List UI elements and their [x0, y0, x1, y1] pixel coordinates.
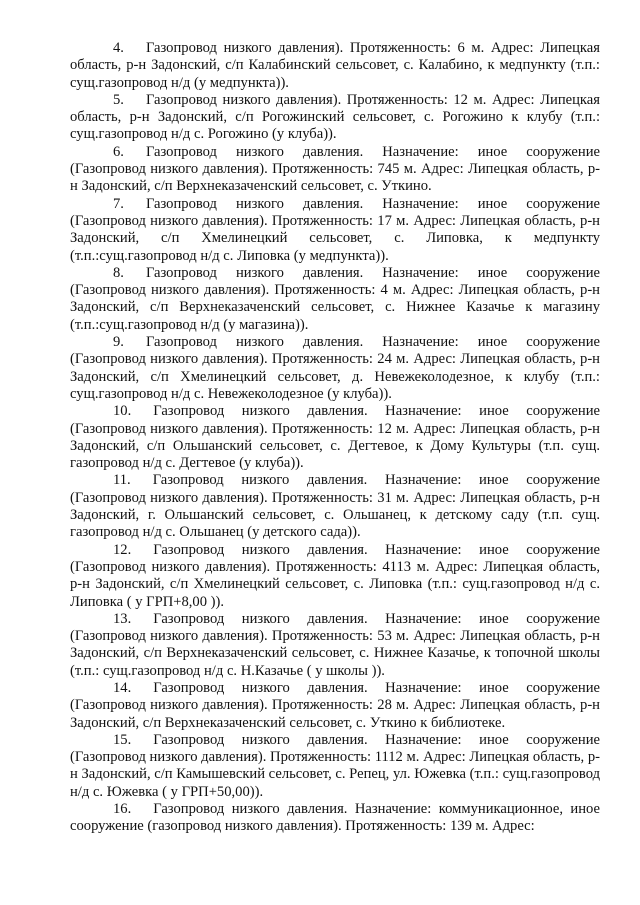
item-number: 8. [113, 264, 124, 281]
list-item [70, 611, 600, 680]
item-number: 6. [113, 143, 124, 160]
list-item [70, 92, 600, 144]
item-text: Газопровод низкого давления. Назначение: иное сооружение (Газопровод низкого давления). Протяженность: 12 м. Адрес: Липецкая область, р-н Задонский, с/п Ольшанский сельсовет, с. Дегтевое, к Дому Культуры (т.п. сущ. газопровод н/д с. Дегтевое (у клуба)). [70, 403, 600, 472]
list-item [70, 334, 600, 403]
item-text: Газопровод низкого давления. Назначение: иное сооружение (Газопровод низкого давления). Протяженность: 28 м. Адрес: Липецкая область, р-н Задонский, с/п Верхнеказаченский сельсовет, с. Уткино к библиотеке. [70, 679, 600, 731]
item-number: 10. [113, 403, 132, 420]
item-text: Газопровод низкого давления. Назначение: иное сооружение (Газопровод низкого давления). Протяженность: 745 м. Адрес: Липецкая область, р-н Задонский, с/п Верхнеказаченский сельсовет, с. Уткино. [70, 143, 600, 195]
document-page [70, 40, 600, 836]
item-number: 14. [113, 679, 132, 696]
list-item [70, 265, 600, 334]
item-number: 5. [113, 91, 124, 108]
item-number: 12. [113, 541, 132, 558]
item-number: 15. [113, 731, 132, 748]
item-text: Газопровод низкого давления. Назначение: коммуникационное, иное сооружение (газопровод низкого давления). Протяженность: 139 м. Адрес: [70, 801, 600, 835]
list-item [70, 680, 600, 732]
list-item [70, 196, 600, 265]
list-item [70, 40, 600, 92]
item-text: Газопровод низкого давления). Протяженность: 6 м. Адрес: Липецкая область, р-н Задонский, с/п Калабинский сельсовет, с. Калабино, к медпункту (т.п.: сущ.газопровод н/д (у медпункта)). [70, 40, 600, 91]
item-number: 11. [113, 472, 131, 489]
item-text: Газопровод низкого давления). Протяженность: 12 м. Адрес: Липецкая область, р-н Задонский, с/п Рогожинский сельсовет, с. Рогожино к клубу (т.п.: сущ.газопровод н/д с. Рогожино (у клуба)). [70, 91, 600, 143]
list-item [70, 144, 600, 196]
item-number: 16. [113, 801, 132, 818]
list-item [70, 472, 600, 541]
item-text: Газопровод низкого давления. Назначение: иное сооружение (Газопровод низкого давления). Протяженность: 53 м. Адрес: Липецкая область, р-н Задонский, с/п Верхнеказаченский сельсовет, с. Нижнее Казачье, к топочной школы (т.п.: сущ.газопровод н/д с. Н.Казачье ( у школы )). [70, 610, 600, 679]
item-number: 4. [113, 40, 124, 56]
item-number: 9. [113, 334, 124, 351]
item-text: Газопровод низкого давления. Назначение: иное сооружение (Газопровод низкого давления). Протяженность: 17 м. Адрес: Липецкая область, р-н Задонский, с/п Хмелинецкий сельсовет, с. Липовка, к медпункту (т.п.:сущ.газопровод н/д с. Липовка (у медпункта)). [70, 195, 600, 264]
item-text: Газопровод низкого давления. Назначение: иное сооружение (Газопровод низкого давления). Протяженность: 4 м. Адрес: Липецкая область, р-н Задонский, с/п Верхнеказаченский сельсовет, с. Нижнее Казачье к магазину (т.п.:сущ.газопровод н/д (у магазина)). [70, 264, 600, 333]
item-text: Газопровод низкого давления. Назначение: иное сооружение (Газопровод низкого давления). Протяженность: 31 м. Адрес: Липецкая область, р-н Задонский, г. Ольшанский сельсовет, с. Ольшанец, к детскому саду (т.п. сущ. газопровод н/д с. Ольшанец (у детского сада)). [70, 472, 600, 541]
list-item [70, 801, 600, 836]
list-item [70, 403, 600, 472]
item-text: Газопровод низкого давления. Назначение: иное сооружение (Газопровод низкого давления). Протяженность: 1112 м. Адрес: Липецкая область, р-н Задонский, с/п Камышевский сельсовет, с. Репец, ул. Южевка (т.п.: сущ.газопровод н/д с. Южевка ( у ГРП+50,00)). [70, 731, 600, 800]
item-number: 7. [113, 195, 124, 212]
item-number: 13. [113, 610, 132, 627]
list-item [70, 732, 600, 801]
item-text: Газопровод низкого давления. Назначение: иное сооружение (Газопровод низкого давления). Протяженность: 4113 м. Адрес: Липецкая область, р-н Задонский, с/п Хмелинецкий сельсовет, с. Липовка (т.п.: сущ.газопровод н/д с. Липовка ( у ГРП+8,00 )). [70, 541, 600, 610]
list-item [70, 542, 600, 611]
item-text: Газопровод низкого давления. Назначение: иное сооружение (Газопровод низкого давления). Протяженность: 24 м. Адрес: Липецкая область, р-н Задонский, с/п Хмелинецкий сельсовет, д. Невежеколодезное, к клубу (т.п.: сущ.газопровод н/д с. Невежеколодезное (у клуба)). [70, 334, 600, 402]
